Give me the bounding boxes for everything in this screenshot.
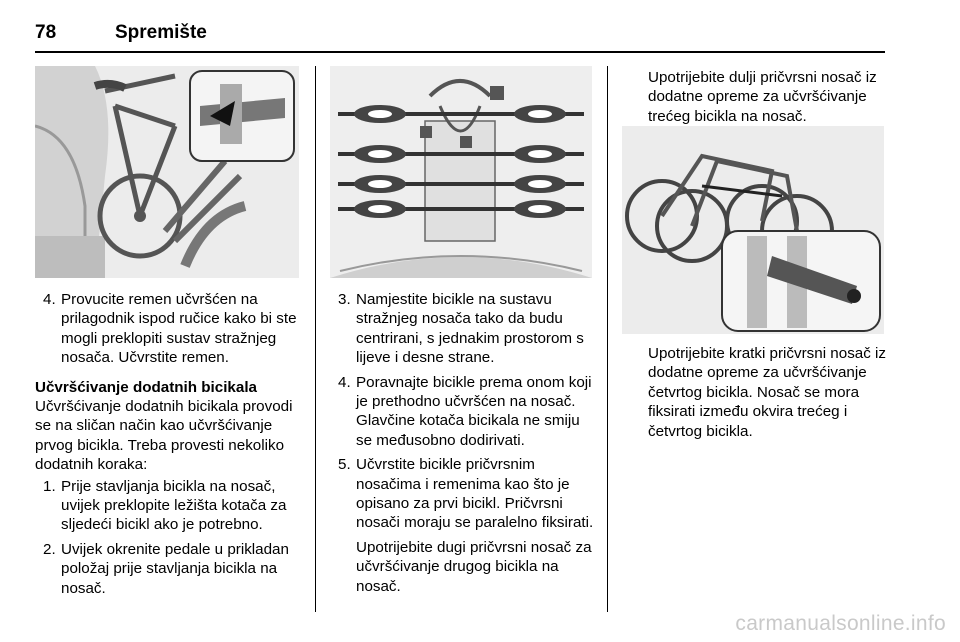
list-text: Provucite remen učvršćen na prilagodnik ispod ručice kako bi ste mogli preklopiti sustav stražnjeg nosača. Učvrstite remen. [61,291,297,367]
list-note: Upotrijebite dugi pričvrsni nosač za učvršćivanje drugog bicikla na nosač. [356,538,592,595]
column-divider-1 [315,66,316,612]
column-2-text [330,290,596,601]
list-number: 4. [43,291,56,308]
list-number: 4. [338,373,351,391]
list-item-step-4 [35,290,303,368]
list-number: 2. [43,540,56,558]
list-text: Prije stavljanja bicikla na nosač, uvijek preklopite ležišta kotača za sljedeći bicikl ako je potrebno. [61,477,287,534]
list-number: 1. [43,477,56,495]
column-1-text [35,290,303,603]
list-item-step-2 [35,540,303,598]
paragraph-third-bike: Upotrijebite dulji pričvrsni nosač iz dodatne opreme za učvršćivanje trećeg bicikla na nosač. [648,69,877,125]
page-number: 78 [35,22,57,43]
list-text: Poravnajte bicikle prema onom koji je prethodno učvršćen na nosač. Glavčine kotača bicikala ne smiju se međusobno dodirivati. [356,373,592,449]
list-text: Uvijek okrenite pedale u prikladan položaj prije stavljanja bicikla na nosač. [61,540,289,597]
list-number: 3. [338,291,351,308]
column-3-bottom-text [648,344,888,441]
section-heading: Učvršćivanje dodatnih bicikala [35,378,257,396]
column-3-top-text [648,68,888,126]
list-number: 5. [338,456,351,474]
list-item-step-5 [330,455,596,596]
list-item-step-3 [330,290,596,368]
column-divider-2 [607,66,608,612]
section-intro: Učvršćivanje dodatnih bicikala provodi se na sličan način kao učvršćivanje prvog bicikla. Treba provesti nekoliko dodatnih koraka: [35,398,293,474]
list-item-step-1 [35,477,303,535]
figure-bikes-bracket-illustration [622,126,884,334]
page-header [35,0,885,52]
paragraph-fourth-bike: Upotrijebite kratki pričvrsni nosač iz dodatne opreme za učvršćivanje četvrtog bicikla. Nosač se mora fiksirati između okvira trećeg i četvrtog bicikla. [648,345,887,440]
list-item-step-4b [330,373,596,451]
header-divider [35,51,885,53]
list-text: Učvrstite bicikle pričvrsnim nosačima i remenima kao što je opisano za prvi bicikl. Pričvrsni nosači moraju se paralelno fiksirati. [356,456,594,532]
figure-bike-strap-illustration [35,66,299,278]
figure-four-bikes-carrier [330,66,592,278]
list-text: Namjestite bicikle na sustavu stražnjeg nosača tako da budu centrirani, s jednakim prostorom s lijeve i desne strane. [356,291,584,367]
watermark: carmanualsonline.info [735,612,946,635]
page-title: Spremište [115,22,207,43]
